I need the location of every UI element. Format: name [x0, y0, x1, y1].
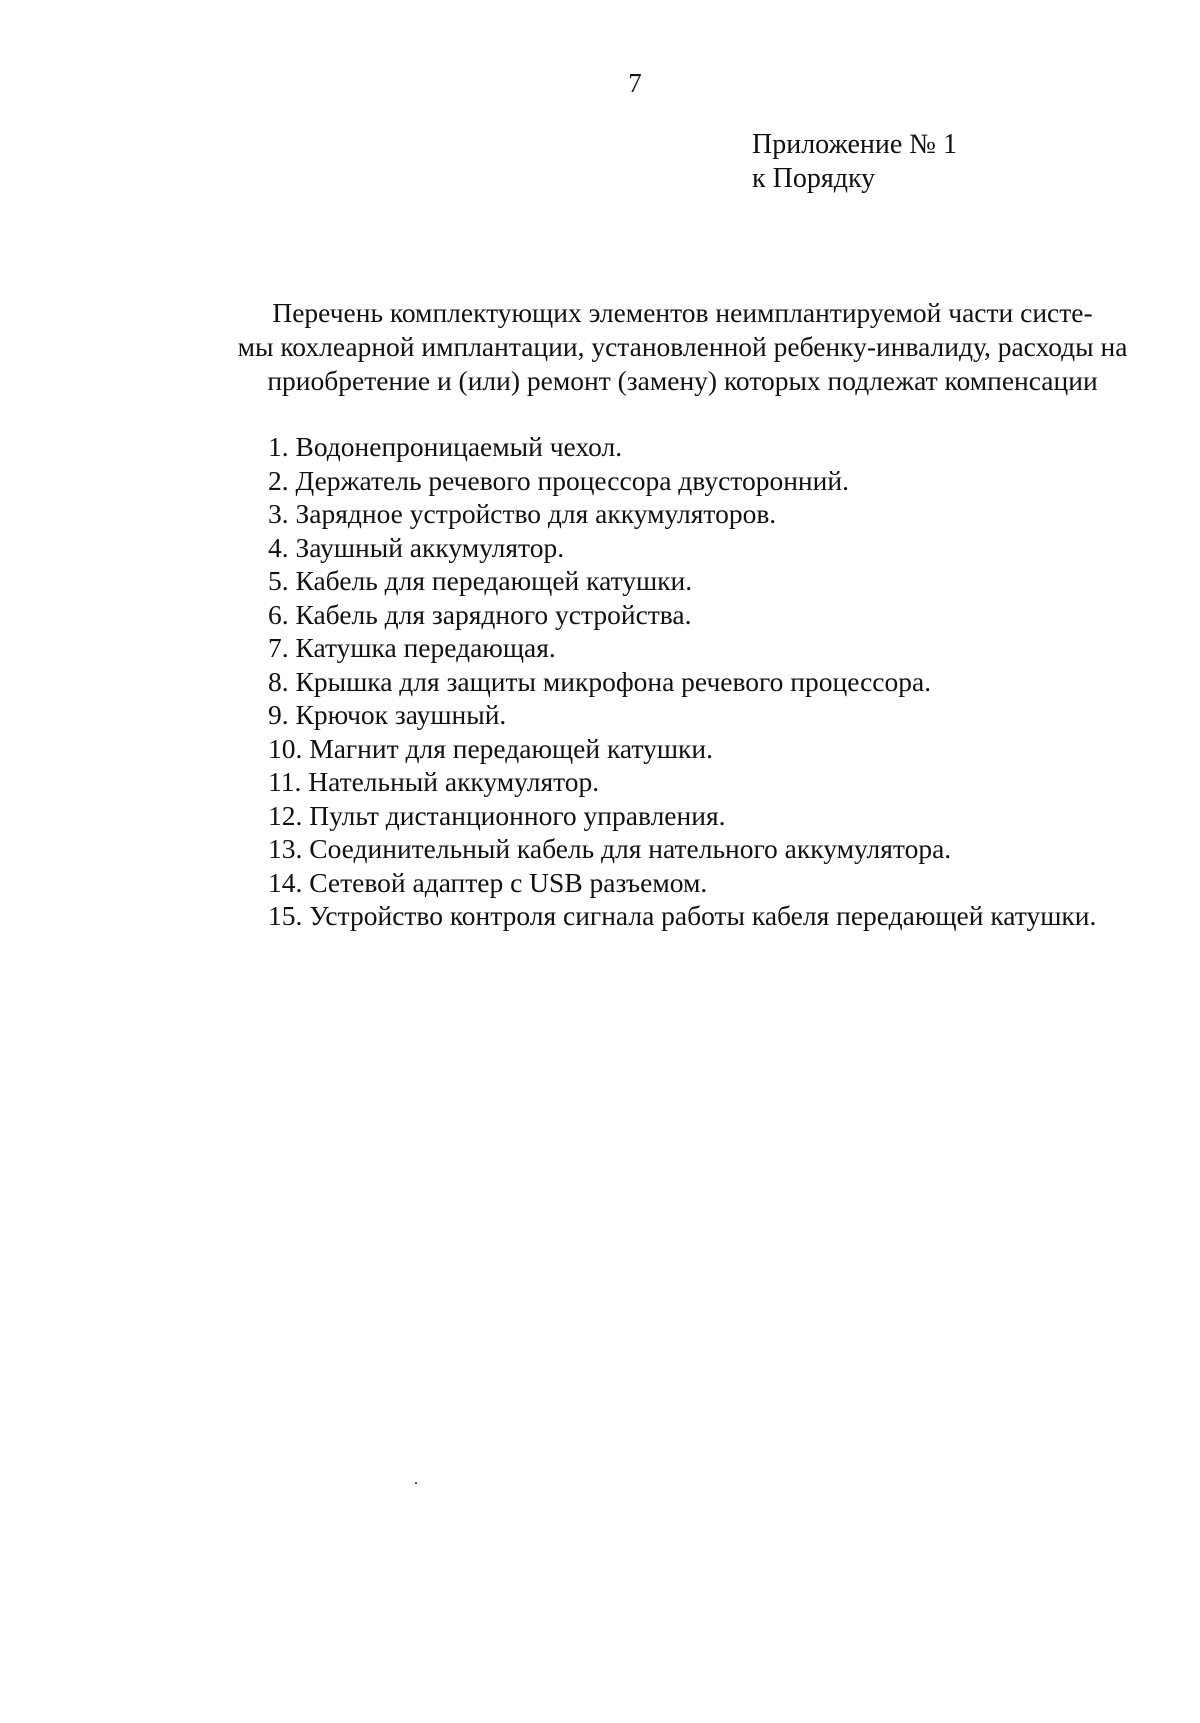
component-list — [268, 430, 1096, 933]
appendix-line-2: к Порядку — [752, 163, 876, 194]
list-item: 2. Держатель речевого процессора двусторонний. — [268, 464, 849, 496]
title-line-3: приобретение и (или) ремонт (замену) которых подлежат компенсации — [267, 365, 1098, 396]
list-item: 10. Магнит для передающей катушки. — [268, 732, 713, 764]
title-line-1: Перечень комплектующих элементов неимплантируемой части систе- — [272, 297, 1093, 328]
list-item: 13. Соединительный кабель для нательного аккумулятора. — [268, 833, 952, 864]
list-item: 4. Заушный аккумулятор. — [268, 531, 565, 563]
list-item: 12. Пульт дистанционного управления. — [268, 799, 726, 831]
page-number: 7 — [628, 68, 642, 98]
list-item: 11. Нательный аккумулятор. — [268, 766, 600, 797]
document-title — [205, 296, 1160, 398]
scan-speck — [415, 1482, 417, 1484]
list-item: 7. Катушка передающая. — [268, 632, 556, 663]
list-item: 9. Крючок заушный. — [268, 699, 507, 730]
list-item: 15. Устройство контроля сигнала работы кабеля передающей катушки. — [268, 900, 1097, 931]
title-line-2: мы кохлеарной имплантации, установленной ребенку-инвалиду, расходы на — [237, 331, 1128, 362]
list-item: 14. Сетевой адаптер с USB разъемом. — [268, 866, 708, 898]
list-item: 6. Кабель для зарядного устройства. — [268, 598, 692, 630]
list-item: 3. Зарядное устройство для аккумуляторов. — [268, 498, 777, 529]
list-item: 5. Кабель для передающей катушки. — [268, 565, 693, 596]
appendix-line-1: Приложение № 1 — [752, 129, 957, 160]
appendix-reference — [752, 128, 957, 196]
list-item: 1. Водонепроницаемый чехол. — [268, 431, 623, 462]
list-item: 8. Крышка для защиты микрофона речевого процессора. — [268, 665, 932, 697]
